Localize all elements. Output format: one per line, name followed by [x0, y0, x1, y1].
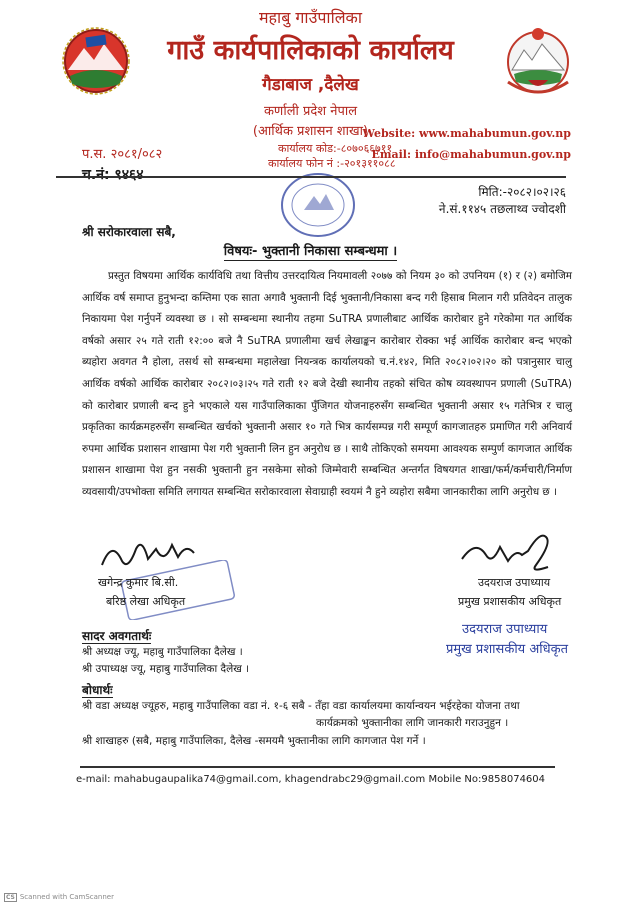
info-recipient: श्री शाखाहरु (सबै, महाबु गाउँपालिका, दैलेख -समयमै भुक्तानीका लागि कागजात पेश गर्ने । [82, 735, 426, 747]
right-stamp-name: उदयराज उपाध्याय [462, 622, 548, 637]
letter-date: मिति:-२०८२।०२।२६ [478, 185, 566, 199]
right-signatory-title: प्रमुख प्रशासकीय अधिकृत [458, 595, 562, 608]
addressee: श्री सरोकारवाला सबै, [82, 225, 176, 239]
copies-heading [82, 627, 151, 644]
nepal-sambat-date: ने.सं.११४५ तछलाथ्व ज्वोदशी [438, 202, 566, 216]
footer-contact: e-mail: mahabugaupalika74@gmail.com, khagendrabc29@gmail.com Mobile No:9858074604 [75, 774, 546, 785]
left-signatory-name: खगेन्द्र कुमार बि.सी. [98, 576, 179, 589]
copies-heading-text: सादर अवगतार्थः [82, 629, 152, 643]
letter-subject [0, 241, 621, 259]
email-link[interactable]: Email: info@mahabumun.gov.np [371, 148, 571, 161]
office-title: गाउँ कार्यपालिकाको कार्यालय [167, 35, 454, 66]
office-code: कार्यालय कोड:-८०७०६६७११ [278, 142, 393, 155]
website-link[interactable]: Website: www.mahabumun.gov.np [362, 127, 571, 140]
scanner-text: Scanned with CamScanner [19, 893, 114, 901]
info-recipient-continued: कार्यक्रमको भुक्तानीका लागि जानकारी गराउनुहुन । [316, 717, 509, 729]
letter-body [82, 266, 572, 504]
body-paragraph: प्रस्तुत विषयमा आर्थिक कार्यविधि तथा वित्तीय उत्तरदायित्व नियमावली २०७७ को नियम ३० को उपनियम (१) र (२) बमोजिम आर्थिक वर्ष समाप्त हुनुभन्दा कम्तिमा एक साता अगावै भुक्तानी दिई भुक्तानी/निकासा बन्द गरी हिसाब मिलान गरी प्रतिवेदन तालुक निकायमा पेश गर्नुपर्ने व्यवस्था छ । सो सम्बन्धमा स्थानीय तहमा SuTRA प्रणालीबाट आर्थिक कारोबार हुने गरेकोमा गत आर्थिक वर्षको असार २५ गते राती १२:०० बजे नै SuTRA प्रणालीमा खर्च लेखाङ्कन कारोबार रोक्का भई आर्थिक कारोबार बन्द भएको ब्यहोरा अवगत नै होला, तसर्थ सो सम्बन्धमा महालेखा नियन्त्रक कार्यालयको च.नं.१४२, मिति २०८२।०२।२० को पत्रानुसार चालु आर्थिक वर्षको आर्थिक कारोबार २०८२।०३।२५ गते राती १२ बजे देखी स्थानीय तहको संचित कोष व्यवस्थापन प्रणाली (SuTRA) को कारोबार प्रणाली बन्द हुने भएकाले यस गाउँपालिकाका पुँजिगत योजनाहरुसँग सम्बन्धित भुक्तानी असार १५ गतेभित्र र चालु प्रकृतिका कार्यक्रमहरुसँग सम्बन्धित खर्चको भुक्तानी असार १० गते भित्र कार्यसम्पन्न गरी सम्पूर्ण कागजातहरु प्रमाणित गरी अनिवार्य रुपमा आर्थिक प्रशासन शाखामा पेश गरी भुक्तानी लिन हुन अनुरोध छ । साथै तोकिएको समयमा आवश्यक सम्पुर्ण कागजात आर्थिक प्रशासन शाखामा पेश हुन नसकी भुक्तानी हुन नसकेमा सोको जिम्मेवारी सम्बन्धित अन्तर्गत विषयगत शाखा/फर्म/कर्मचारी/निर्माण व्यवसायी/उपभोक्ता समिति लगायत सम्बन्धित सरोकारवाला सेवाग्राही स्वयमं नै हुने व्यहोरा सबैमा जानकारीका लागि अनुरोध छ । [82, 270, 572, 498]
copy-recipient: श्री अध्यक्ष ज्यू, महाबु गाउँपालिका दैलेख । [82, 646, 243, 658]
dispatch-number: च.नं: ९४६४ [82, 167, 144, 183]
info-recipient: श्री वडा अध्यक्ष ज्यूहरु, महाबु गाउँपालिका वडा नं. १-६ सबै - तँहा वडा कार्यालयमा कार्यान्वयन भईरहेका योजना तथा [82, 700, 520, 712]
office-phone: कार्यालय फोन नं :-२०१३११०८८ [268, 157, 396, 170]
info-heading [82, 681, 113, 698]
division-name: (आर्थिक प्रशासन शाखा) [252, 124, 369, 139]
office-location: गैडाबाज ,दैलेख [262, 75, 359, 95]
office-stamp [278, 170, 358, 240]
copy-recipient: श्री उपाध्यक्ष ज्यू, महाबु गाउँपालिका दैलेख । [82, 663, 250, 675]
info-heading-text: बोधार्थः [82, 683, 113, 697]
province-name: कर्णाली प्रदेश नेपाल [263, 104, 358, 119]
subject-text: विषयः- भुक्तानी निकासा सम्बन्धमा । [223, 244, 398, 259]
footer-divider [80, 766, 555, 768]
scanner-badge: CS [6, 894, 15, 901]
scanner-watermark [4, 893, 114, 902]
org-name: महाबु गाउँपालिका [258, 8, 362, 27]
header-divider [56, 176, 566, 178]
right-signature [456, 525, 566, 575]
right-signatory-name: उदयराज उपाध्याय [478, 576, 551, 589]
left-signatory-title: बरिष्ठ लेखा अधिकृत [106, 595, 186, 608]
reference-number: प.स. २०८१/०८२ [82, 147, 163, 162]
left-stamp [118, 560, 238, 620]
right-stamp-title: प्रमुख प्रशासकीय अधिकृत [446, 642, 569, 657]
